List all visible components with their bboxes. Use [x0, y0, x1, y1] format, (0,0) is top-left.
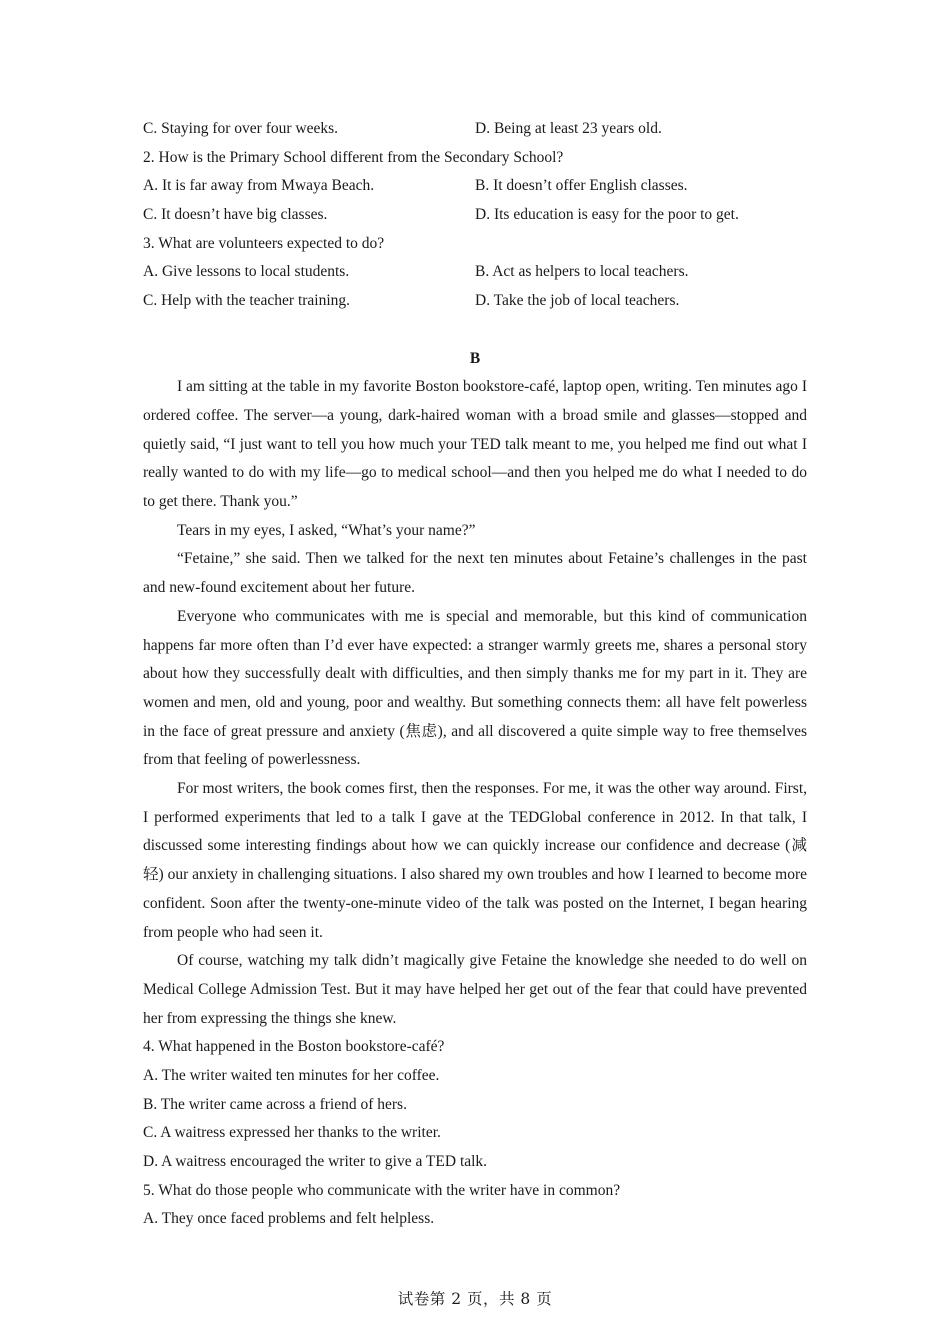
q2-option-b: B. It doesn’t offer English classes.: [475, 177, 688, 195]
q5-stem: 5. What do those people who communicate with the writer have in common?: [143, 1181, 621, 1199]
q2-stem: 2. How is the Primary School different from the Secondary School?: [143, 148, 564, 166]
q3-options-row-cd: [143, 287, 807, 316]
passage-paragraph: For most writers, the book comes first, then the responses. For me, it was the other way around. First, I performed experiments that led to a talk I gave at the TEDGlobal conference in 2012. In that talk, I discussed some interesting findings about how we can quickly increase our confidence and decrease (减轻) our anxiety in challenging situations. I also shared my own troubles and how I learned to become more confident. Soon after the twenty-one-minute video of the talk was posted on the Internet, I began hearing from people who had seen it.: [143, 780, 807, 941]
q2-option-a: A. It is far away from Mwaya Beach.: [143, 177, 375, 195]
q3-option-d: D. Take the job of local teachers.: [475, 292, 680, 310]
section-b-heading: B: [469, 349, 481, 367]
q4-option-d: D. A waitress encouraged the writer to give a TED talk.: [143, 1153, 488, 1171]
q5-option-a: A. They once faced problems and felt helpless.: [143, 1210, 435, 1228]
q2-options-row-cd: [143, 201, 807, 230]
q3-stem: 3. What are volunteers expected to do?: [143, 234, 385, 252]
exam-page-content: [143, 115, 807, 1234]
passage-paragraph: “Fetaine,” she said. Then we talked for the next ten minutes about Fetaine’s challenges in the past and new-found excitement about her future.: [143, 550, 807, 597]
q4-stem: 4. What happened in the Boston bookstore-café?: [143, 1038, 445, 1056]
page-footer: 试卷第 2 页，共 8 页: [397, 1290, 553, 1308]
q3-option-b: B. Act as helpers to local teachers.: [475, 263, 689, 281]
q1-option-c: C. Staying for over four weeks.: [143, 120, 338, 137]
passage-paragraph: Everyone who communicates with me is special and memorable, but this kind of communication happens far more often than I’d ever have expected: a stranger warmly greets me, shares a personal story about how they successfully dealt with difficulties, and then simply thanks me for my part in it. They are women and men, old and young, poor and wealthy. But something connects them: all have felt powerless in the face of great pressure and anxiety (焦虑), and all discovered a quite simple way to free themselves from that feeling of powerlessness.: [143, 607, 807, 769]
q4-option-c: C. A waitress expressed her thanks to the writer.: [143, 1124, 441, 1142]
q3-option-c: C. Help with the teacher training.: [143, 292, 351, 310]
q2-option-d: D. Its education is easy for the poor to get.: [475, 206, 739, 224]
q1-option-d: D. Being at least 23 years old.: [475, 120, 662, 137]
passage-paragraph: Tears in my eyes, I asked, “What’s your name?”: [177, 521, 476, 539]
q4-option-b: B. The writer came across a friend of hers.: [143, 1095, 407, 1113]
passage-paragraph: I am sitting at the table in my favorite Boston bookstore-café, laptop open, writing. Ten minutes ago I ordered coffee. The server—a young, dark-haired woman with a broad smile and glasses—stopped and quietly said, “I just want to tell you how much your TED talk meant to me, you helped me find out what I really wanted to do with my life—go to medical school—and then you helped me do what I needed to do to get there. Thank you.”: [143, 378, 807, 510]
q1-options-row-cd: [143, 115, 807, 144]
passage-paragraph: Of course, watching my talk didn’t magically give Fetaine the knowledge she needed to do well on Medical College Admission Test. But it may have helped her get out of the fear that could have prevented her from expressing the things she knew.: [143, 952, 807, 1027]
q2-option-c: C. It doesn’t have big classes.: [143, 206, 328, 224]
q3-options-row-ab: [143, 258, 807, 287]
q3-option-a: A. Give lessons to local students.: [143, 263, 350, 281]
q2-options-row-ab: [143, 172, 807, 201]
q4-option-a: A. The writer waited ten minutes for her coffee.: [143, 1067, 440, 1085]
